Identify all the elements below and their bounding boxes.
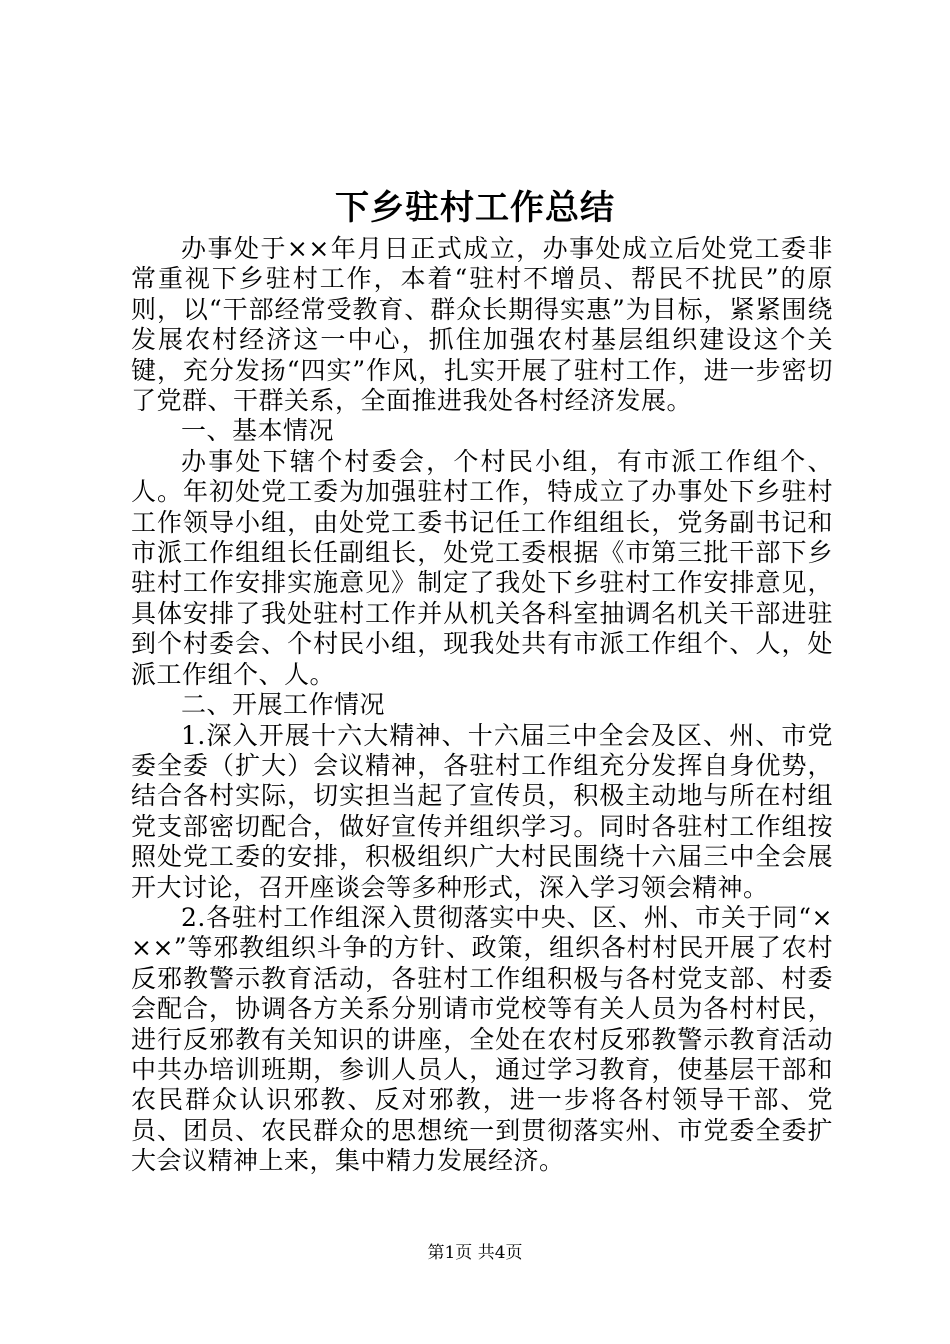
- work-item-1-paragraph: 1.深入开展十六大精神、十六届三中全会及区、州、市党委全委（扩大）会议精神，各驻村工作组充分发挥自身优势，结合各村实际，切实担当起了宣传员，积极主动地与所在村组党支部密切配合，做好宣传并组织学习。同时各驻村工作组按照处党工委的安排，积极组织广大村民围绕十六届三中全会展开大讨论，召开座谈会等多种形式，深入学习领会精神。: [131, 720, 833, 902]
- work-item-2-paragraph: 2.各驻村工作组深入贯彻落实中央、区、州、市关于同“×××”等邪教组织斗争的方针、政策，组织各村村民开展了农村反邪教警示教育活动，各驻村工作组积极与各村党支部、村委会配合，协调各方关系分别请市党校等有关人员为各村村民，进行反邪教有关知识的讲座，全处在农村反邪教警示教育活动中共办培训班期，参训人员人，通过学习教育，使基层干部和农民群众认识邪教、反对邪教，进一步将各村领导干部、党员、团员、农民群众的思想统一到贯彻落实州、市党委全委扩大会议精神上来，集中精力发展经济。: [131, 902, 833, 1176]
- intro-paragraph: 办事处于××年月日正式成立，办事处成立后处党工委非常重视下乡驻村工作，本着“驻村不增员、帮民不扰民”的原则，以“干部经常受教育、群众长期得实惠”为目标，紧紧围绕发展农村经济这一中心，抓住加强农村基层组织建设这个关键，充分发扬“四实”作风，扎实开展了驻村工作，进一步密切了党群、干群关系，全面推进我处各村经济发展。: [131, 234, 833, 416]
- basic-situation-paragraph: 办事处下辖个村委会，个村民小组，有市派工作组个、人。年初处党工委为加强驻村工作，特成立了办事处下乡驻村工作领导小组，由处党工委书记任工作组组长，党务副书记和市派工作组组长任副组长，处党工委根据《市第三批干部下乡驻村工作安排实施意见》制定了我处下乡驻村工作安排意见，具体安排了我处驻村工作并从机关各科室抽调名机关干部进驻到个村委会、个村民小组，现我处共有市派工作组个、人，处派工作组个、人。: [131, 446, 833, 689]
- document-body: [131, 234, 833, 1177]
- page-number-footer: 第1页 共4页: [427, 1243, 523, 1263]
- section-heading-work-progress: 二、开展工作情况: [181, 690, 386, 720]
- section-heading-basic-situation: 一、基本情况: [181, 416, 335, 446]
- document-title: 下乡驻村工作总结: [335, 188, 615, 228]
